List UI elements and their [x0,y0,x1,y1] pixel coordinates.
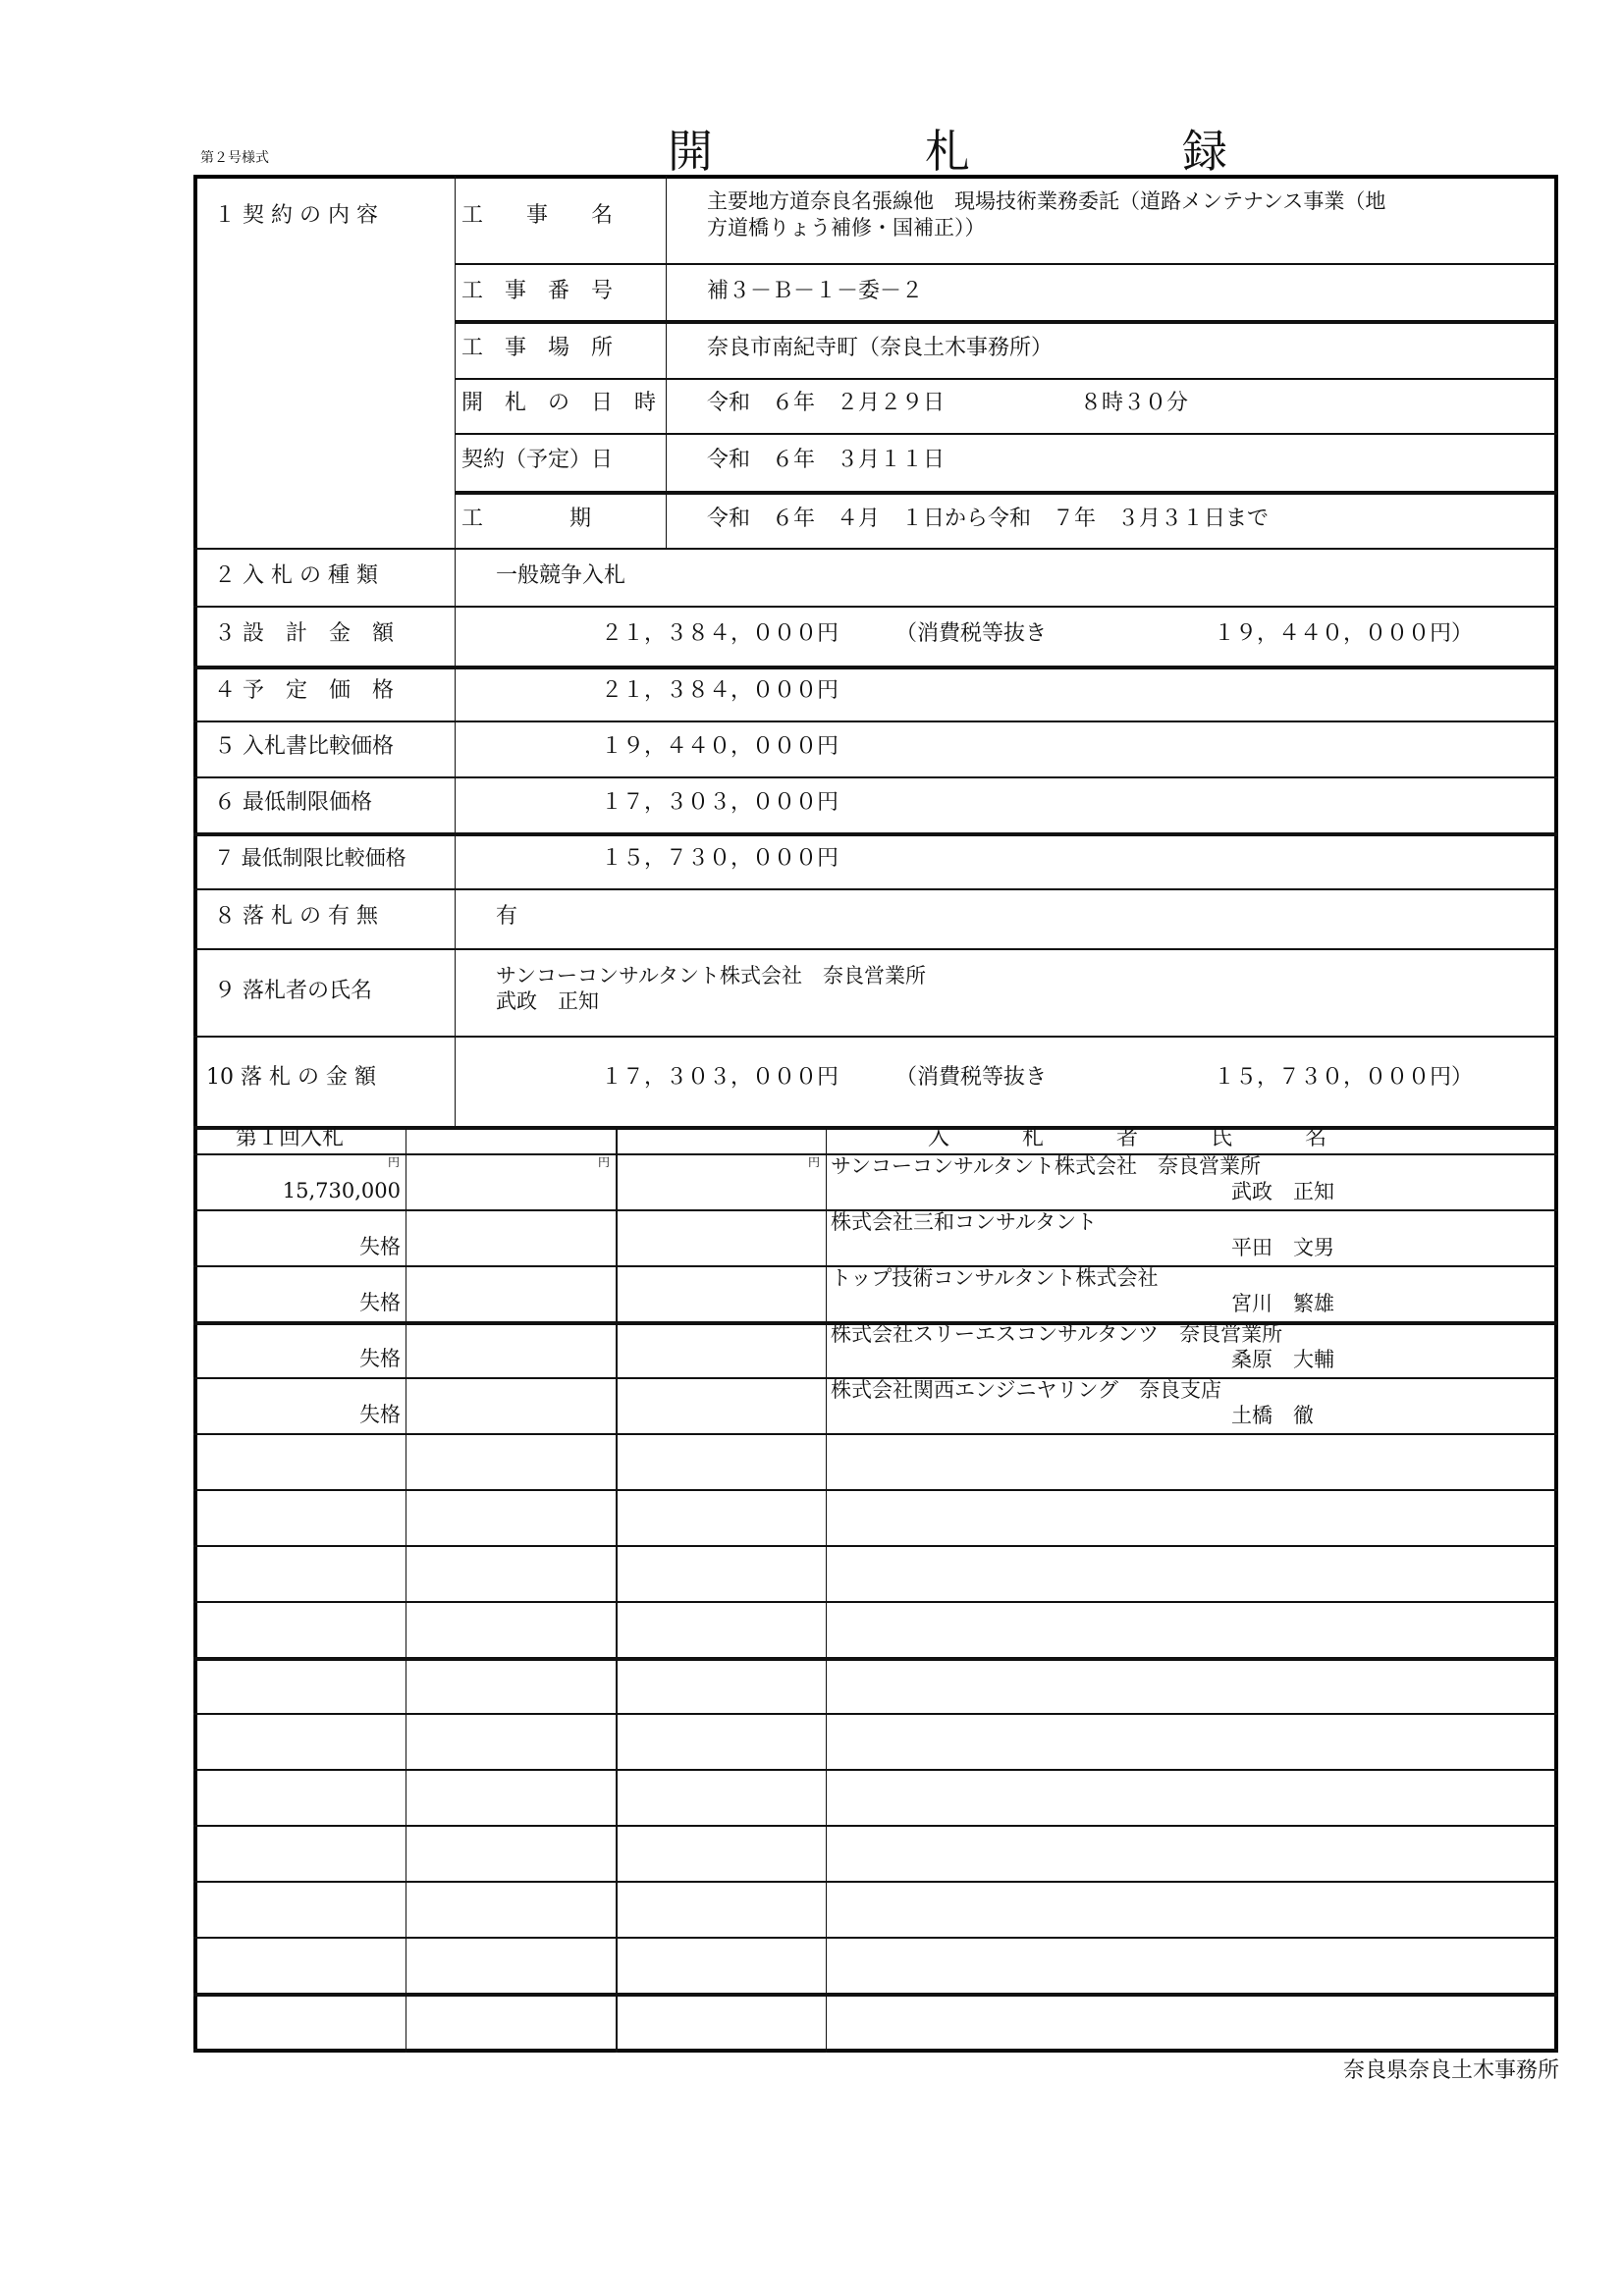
row-divider [455,320,1558,324]
bid-amount: 失格 [359,1347,401,1370]
bid-type-label: ２ 入 札 の 種 類 [214,563,378,588]
winner-company: サンコーコンサルタント株式会社 奈良営業所 [496,964,927,988]
form-number: 第２号様式 [200,150,269,166]
row-divider [193,1713,1558,1715]
yen-unit-label: 円 [598,1155,611,1169]
contract-date-label: 契約（予定）日 [461,448,614,472]
yen-unit-label: 円 [388,1155,401,1169]
title-char: 札 [925,125,970,178]
award-status-label: ８ 落 札 の 有 無 [214,904,378,929]
row-divider [193,1433,1558,1435]
row-divider [193,666,1558,669]
row-divider [193,548,1558,550]
issuing-office: 奈良県奈良土木事務所 [1342,2058,1559,2083]
row-divider [193,1545,1558,1547]
bid-amount: 失格 [359,1403,401,1426]
design-amount-note: （消費税等抜き [895,621,1048,646]
design-amount-excl-tax: １９，４４０，０００円） [1214,621,1474,646]
row-divider [193,1993,1558,1997]
work-number-label: 工 事 番 号 [461,279,614,303]
row-divider [455,378,1558,380]
row-divider [455,491,1558,495]
work-location-label: 工 事 場 所 [461,336,614,360]
title-char: 録 [1182,125,1227,178]
work-number-value: 補３－Ｂ－１－委－２ [707,279,924,303]
section1-label-text: １ 契 約 の 内 容 [214,203,378,228]
row-divider [193,1601,1558,1603]
row-divider [193,1769,1558,1771]
page-title [668,116,1227,181]
bidder-company: 株式会社スリーエスコンサルタンツ 奈良営業所 [831,1322,1283,1346]
design-amount-value: ２１，３８４，０００円 [601,621,839,646]
row-divider [193,776,1558,778]
column-divider [666,175,667,548]
minimum-price-label: ６ 最低制限価格 [214,790,372,815]
bidder-representative: 武政 正知 [1231,1180,1334,1203]
award-amount-label: 10 落 札 の 金 額 [206,1065,376,1090]
bid-comparison-price-label: ５ 入札書比較価格 [214,734,394,759]
row-divider [193,1937,1558,1939]
bidder-company: 株式会社関西エンジニヤリング 奈良支店 [831,1378,1222,1402]
row-divider [193,1126,1558,1130]
section1-label [214,203,450,229]
design-amount-label: ３ 設 計 金 額 [214,621,394,646]
row-divider [193,1881,1558,1883]
bid-round-label: 第１回入札 [236,1126,345,1150]
work-period-value: 令和 ６年 ４月 １日から令和 ７年 ３月３１日まで [707,507,1270,531]
row-divider [193,1036,1558,1038]
winner-name-label: ９ 落札者の氏名 [214,979,372,1003]
bidder-representative: 土橋 徹 [1231,1404,1314,1427]
opening-date-value: 令和 ６年 ２月２９日 [707,391,946,415]
award-status-value: 有 [496,904,518,929]
column-divider [616,1126,618,2053]
bid-amount: 失格 [359,1291,401,1314]
row-divider [193,832,1558,836]
row-divider [193,721,1558,722]
bid-type-value: 一般競争入札 [496,563,626,588]
row-divider [193,888,1558,890]
planned-price-value: ２１，３８４，０００円 [601,678,839,703]
work-name-label: 工 事 名 [461,203,614,228]
award-amount-note: （消費税等抜き [895,1065,1048,1090]
opening-time-value: ８時３０分 [1080,391,1189,415]
winner-person: 武政 正知 [496,989,599,1013]
minimum-comparison-price-value: １５，７３０，０００円 [601,846,839,871]
yen-unit-label: 円 [808,1155,821,1169]
contract-date-value: 令和 ６年 ３月１１日 [707,448,946,472]
bidder-company: 株式会社三和コンサルタント [831,1210,1098,1234]
bid-amount: 失格 [359,1235,401,1258]
row-divider [193,2049,1558,2051]
row-divider [193,1825,1558,1827]
opening-datetime-label: 開 札 の 日 時 [461,391,657,415]
bidder-name-header: 入 札 者 氏 名 [928,1126,1337,1150]
row-divider [455,263,1558,265]
column-divider [455,175,456,1126]
planned-price-label: ４ 予 定 価 格 [214,678,394,703]
row-divider [193,606,1558,608]
bid-comparison-price-value: １９，４４０，０００円 [601,734,839,759]
award-amount-excl-tax: １５，７３０，０００円） [1214,1065,1474,1090]
award-amount-value: １７，３０３，０００円 [601,1065,839,1090]
bidder-company: トップ技術コンサルタント株式会社 [831,1266,1159,1290]
minimum-comparison-price-label: ７ 最低制限比較価格 [214,846,406,870]
work-location-value: 奈良市南紀寺町（奈良土木事務所） [707,336,1054,360]
bidder-representative: 平田 文男 [1231,1236,1334,1259]
row-divider [455,433,1558,435]
bidder-representative: 桑原 大輔 [1231,1348,1334,1371]
work-period-label: 工 期 [461,507,592,531]
row-divider [193,1657,1558,1661]
work-name-value-line1: 主要地方道奈良名張線他 現場技術業務委託（道路メンテナンス事業（地 [707,189,1386,213]
column-divider [826,1126,827,2053]
minimum-price-value: １７，３０３，０００円 [601,790,839,815]
bidder-representative: 宮川 繁雄 [1231,1292,1334,1315]
row-divider [193,1489,1558,1491]
title-char: 開 [668,125,713,178]
bid-amount: 15,730,000 [282,1179,401,1202]
row-divider [193,948,1558,950]
bidder-company: サンコーコンサルタント株式会社 奈良営業所 [831,1154,1262,1178]
work-name-value-line2: 方道橋りょう補修・国補正）） [707,216,986,240]
